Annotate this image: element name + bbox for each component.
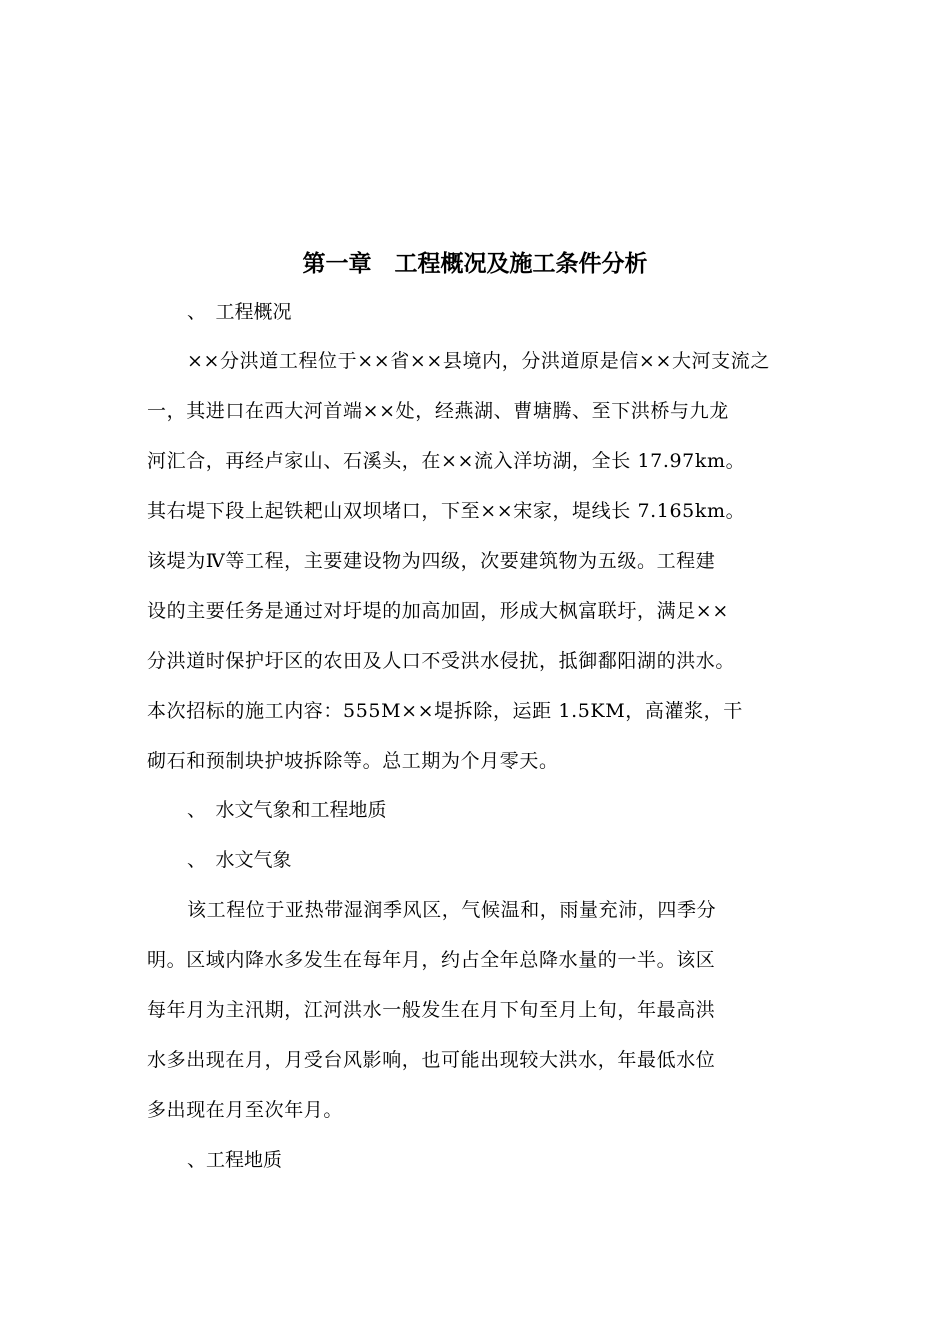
chapter-title: 第一章 工程概况及施工条件分析	[302, 251, 648, 277]
paragraph-line: 每年月为主汛期，江河洪水一般发生在月下旬至月上旬，年最高洪	[147, 999, 716, 1021]
paragraph-line: 设的主要任务是通过对圩堤的加高加固，形成大枫富联圩，满足××	[147, 600, 729, 622]
paragraph-line: 水多出现在月，月受台风影响，也可能出现较大洪水，年最低水位	[147, 1049, 716, 1071]
subsection-heading-geology: 、工程地质	[187, 1149, 283, 1171]
paragraph-line: 砌石和预制块护坡拆除等。总工期为个月零天。	[147, 750, 559, 772]
paragraph-line: ××分洪道工程位于××省××县境内，分洪道原是信××大河支流之	[187, 350, 770, 372]
section-heading-project-overview: 、 工程概况	[187, 301, 292, 323]
paragraph-line: 一，其进口在西大河首端××处，经燕湖、曹塘腾、至下洪桥与九龙	[147, 400, 729, 422]
paragraph-line: 该工程位于亚热带湿润季风区，气候温和，雨量充沛，四季分	[187, 899, 717, 921]
paragraph-line: 其右堤下段上起铁耙山双坝堵口，下至××宋家，堤线长 7.165km。	[147, 500, 746, 522]
paragraph-line: 本次招标的施工内容：555M××堤拆除，运距 1.5KM，高灌浆，干	[147, 700, 743, 722]
paragraph-line: 多出现在月至次年月。	[147, 1099, 344, 1121]
paragraph-line: 该堤为Ⅳ等工程，主要建设物为四级，次要建筑物为五级。工程建	[147, 550, 716, 572]
subsection-heading-hydrology: 、 水文气象	[187, 849, 292, 871]
hydrology-paragraph	[147, 885, 807, 1135]
paragraph-line: 分洪道时保护圩区的农田及人口不受洪水侵扰，抵御鄱阳湖的洪水。	[147, 650, 736, 672]
paragraph-line: 河汇合，再经卢家山、石溪头，在××流入洋坊湖，全长 17.97km。	[147, 450, 746, 472]
section-heading-hydrology-geology: 、 水文气象和工程地质	[187, 799, 387, 821]
paragraph-line: 明。区域内降水多发生在每年月，约占全年总降水量的一半。该区	[147, 949, 716, 971]
project-overview-paragraph	[147, 336, 807, 786]
